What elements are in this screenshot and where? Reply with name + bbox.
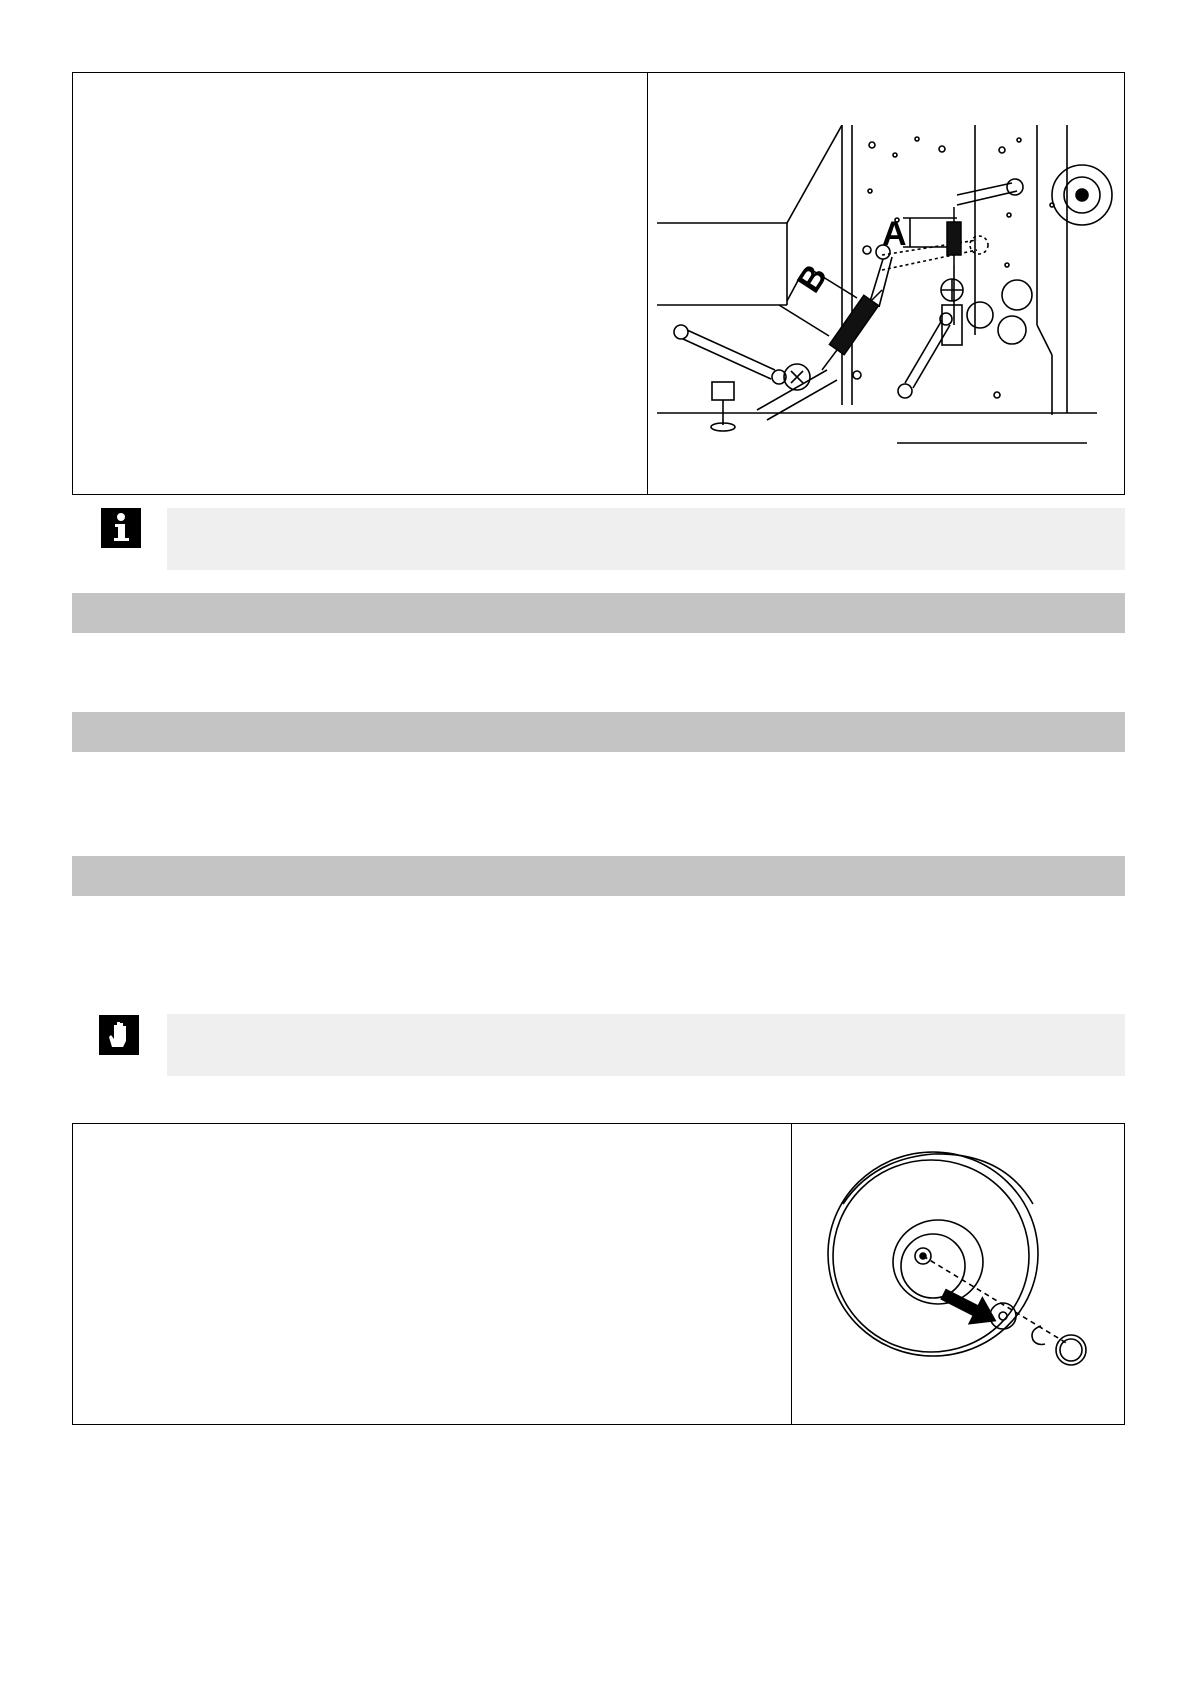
warning-note-box (167, 1014, 1125, 1076)
spring-adjustment-illustration (657, 125, 1117, 495)
callout-label-b: B (789, 258, 836, 300)
section-bar-1 (72, 593, 1125, 633)
bottom-figure-divider (791, 1124, 792, 1424)
section-bar-2 (72, 712, 1125, 752)
top-figure-divider (647, 73, 648, 494)
info-icon (101, 508, 141, 548)
wheel-removal-illustration (813, 1144, 1113, 1404)
top-figure-box (72, 72, 1125, 495)
section-bar-3 (72, 856, 1125, 896)
stop-hand-icon (99, 1015, 139, 1055)
info-note-box (167, 508, 1125, 570)
callout-label-a: A (882, 215, 907, 253)
bottom-figure-box (72, 1123, 1125, 1425)
